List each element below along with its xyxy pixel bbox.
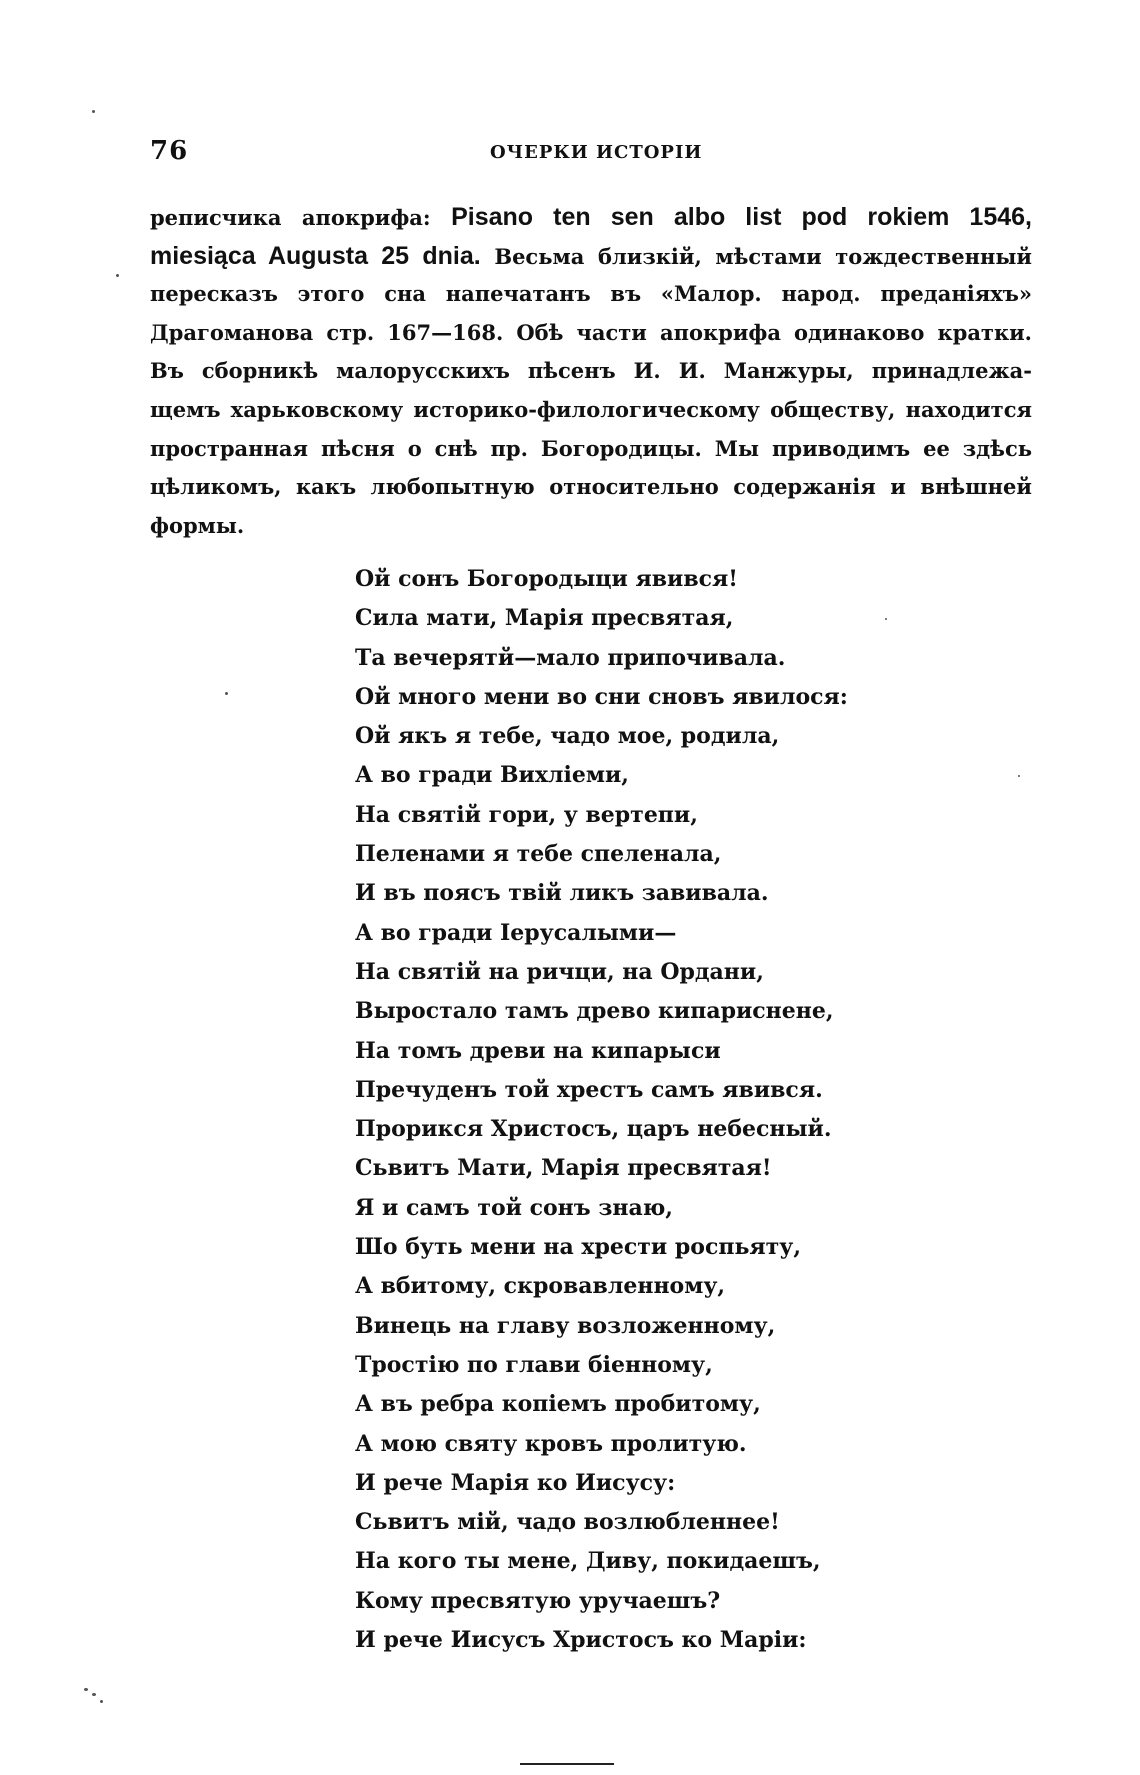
poem-line: Винець на главу возложенному, <box>355 1312 776 1339</box>
poem-line: Пеленами я тебе спеленала, <box>355 841 722 868</box>
scan-speck <box>1018 775 1020 777</box>
poem-line: На томъ древи на кипарыси <box>355 1037 721 1064</box>
body-line: щемъ харьковскому историко-филологическому обществу, находится <box>150 396 1032 422</box>
scan-speck <box>92 110 95 113</box>
poem-line: И рече Марія ко Иисусу: <box>355 1469 676 1496</box>
body-line <box>150 237 1032 276</box>
poem-line: А вбитому, скровавленному, <box>355 1273 726 1300</box>
body-line: цѣликомъ, какъ любопытную относительно содержанія и внѣшней <box>150 474 1032 500</box>
poem-line: А въ ребра копіемъ пробитому, <box>355 1391 761 1418</box>
body-line-text: реписчика апокрифа: <box>150 205 452 230</box>
body-line <box>150 198 1032 237</box>
scan-speck <box>225 692 228 695</box>
latin-quote: miesiąca Augusta 25 dnia. <box>150 241 481 270</box>
bottom-rule <box>520 1763 614 1765</box>
scan-speck <box>885 618 887 620</box>
page-number: 76 <box>150 136 189 166</box>
scan-speck <box>84 1688 88 1691</box>
scan-speck <box>116 274 119 277</box>
body-paragraph <box>150 198 1032 545</box>
poem-line: Сила мати, Марія пресвятая, <box>355 605 734 632</box>
body-line: Драгоманова стр. 167—168. Обѣ части апокрифа одинаково кратки. <box>150 319 1032 345</box>
running-title: ОЧЕРКИ ИСТОРІИ <box>490 142 703 163</box>
poem-line: Сьвитъ мій, чадо возлюбленнее! <box>355 1509 780 1536</box>
poem-line: На святій на ричци, на Ордани, <box>355 958 764 985</box>
poem-line: На святій гори, у вертепи, <box>355 801 698 828</box>
body-line: Въ сборникѣ малорусскихъ пѣсенъ И. И. Манжуры, принадлежа- <box>150 358 1032 384</box>
poem-line: Сьвитъ Мати, Марія пресвятая! <box>355 1155 772 1182</box>
poem-line: Пречуденъ той хрестъ самъ явився. <box>355 1076 823 1103</box>
body-line: пространная пѣсня о снѣ пр. Богородицы. Мы приводимъ ее здѣсь <box>150 435 1032 461</box>
poem-line: А во гради Вихліеми, <box>355 762 629 789</box>
body-line: формы. <box>150 512 245 538</box>
body-line: пересказъ этого сна напечатанъ въ «Малор. народ. преданіяхъ» <box>150 281 1032 307</box>
poem-line: Ой якъ я тебе, чадо мое, родила, <box>355 723 780 750</box>
poem-line: Кому пресвятую уручаешъ? <box>355 1587 721 1614</box>
body-line-text: Весьма близкій, мѣстами тождественный <box>480 243 1032 269</box>
poem-line: Выростало тамъ древо кипариснене, <box>355 998 834 1025</box>
scan-speck <box>92 1693 96 1696</box>
poem-line: Тростію по глави біенному, <box>355 1351 713 1378</box>
poem-line: Ой сонъ Богородыци явився! <box>355 566 738 592</box>
latin-quote: Pisano ten sen albo list pod rokiem 1546, <box>451 203 1032 231</box>
poem <box>355 560 915 1660</box>
poem-line: Прорикся Христосъ, царъ небесный. <box>355 1116 832 1143</box>
poem-line: Я и самъ той сонъ знаю, <box>355 1194 673 1221</box>
poem-line: На кого ты мене, Диву, покидаешъ, <box>355 1548 821 1575</box>
poem-line: И въ поясъ твій ликъ завивала. <box>355 880 769 907</box>
scan-speck <box>100 1700 103 1703</box>
poem-line: Та вечерятй—мало припочивала. <box>355 644 786 671</box>
poem-line: И рече Иисусъ Христосъ ко Маріи: <box>355 1627 807 1654</box>
poem-line: А во гради Іерусалыми— <box>355 919 677 946</box>
poem-line: Ой много мени во сни сновъ явилося: <box>355 683 848 710</box>
poem-line: Шо буть мени на хрести роспьяту, <box>355 1234 802 1261</box>
poem-line: А мою святу кровъ пролитую. <box>355 1430 747 1457</box>
